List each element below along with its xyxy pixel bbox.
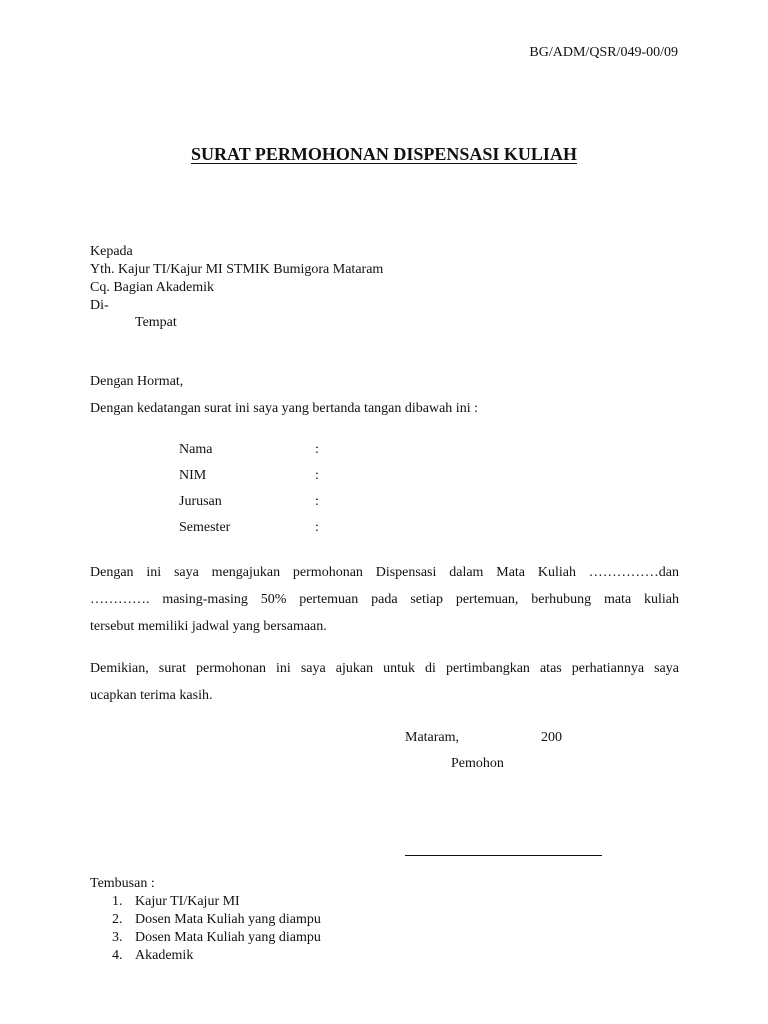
field-label: Jurusan [179, 494, 222, 509]
document-code: BG/ADM/QSR/049-00/09 [529, 45, 678, 60]
field-colon: : [315, 494, 319, 509]
copies-list [112, 893, 321, 965]
list-item [112, 893, 321, 911]
signature-line [405, 855, 602, 856]
closing-line-1: Demikian, surat permohonan ini saya ajukan untuk di pertimbangkan atas perhatiannya saya [90, 661, 679, 676]
signature-year: 200 [541, 730, 562, 745]
letter-title: SURAT PERMOHONAN DISPENSASI KULIAH [191, 144, 577, 164]
list-text: Akademik [135, 948, 194, 963]
list-number: 2. [112, 912, 123, 927]
field-colon: : [315, 442, 319, 457]
list-text: Dosen Mata Kuliah yang diampu [135, 912, 321, 927]
list-number: 4. [112, 948, 123, 963]
body-line-1: Dengan ini saya mengajukan permohonan Dispensasi dalam Mata Kuliah ……………dan [90, 565, 679, 580]
list-number: 3. [112, 930, 123, 945]
recipient-kepada: Kepada [90, 244, 133, 259]
body-line-3: tersebut memiliki jadwal yang bersamaan. [90, 619, 327, 634]
closing-line-2: ucapkan terima kasih. [90, 688, 213, 703]
list-item [112, 947, 321, 965]
signature-place: Mataram, [405, 730, 460, 745]
greeting: Dengan Hormat, [90, 374, 184, 389]
list-text: Kajur TI/Kajur MI [135, 894, 240, 909]
list-text: Dosen Mata Kuliah yang diampu [135, 930, 321, 945]
field-label: NIM [179, 468, 207, 483]
copies-heading: Tembusan : [90, 876, 155, 891]
field-colon: : [315, 468, 319, 483]
field-colon: : [315, 520, 319, 535]
list-number: 1. [112, 894, 123, 909]
recipient-name: Yth. Kajur TI/Kajur MI STMIK Bumigora Mataram [90, 262, 384, 277]
recipient-di: Di- [90, 298, 109, 313]
list-item [112, 911, 321, 929]
recipient-cq: Cq. Bagian Akademik [90, 280, 215, 295]
intro-text: Dengan kedatangan surat ini saya yang bertanda tangan dibawah ini : [90, 401, 478, 416]
recipient-tempat: Tempat [135, 315, 177, 330]
field-label: Nama [179, 442, 213, 457]
body-line-2: …………. masing-masing 50% pertemuan pada setiap pertemuan, berhubung mata kuliah [90, 592, 679, 607]
field-label: Semester [179, 520, 231, 535]
signature-role: Pemohon [451, 756, 504, 771]
list-item [112, 929, 321, 947]
